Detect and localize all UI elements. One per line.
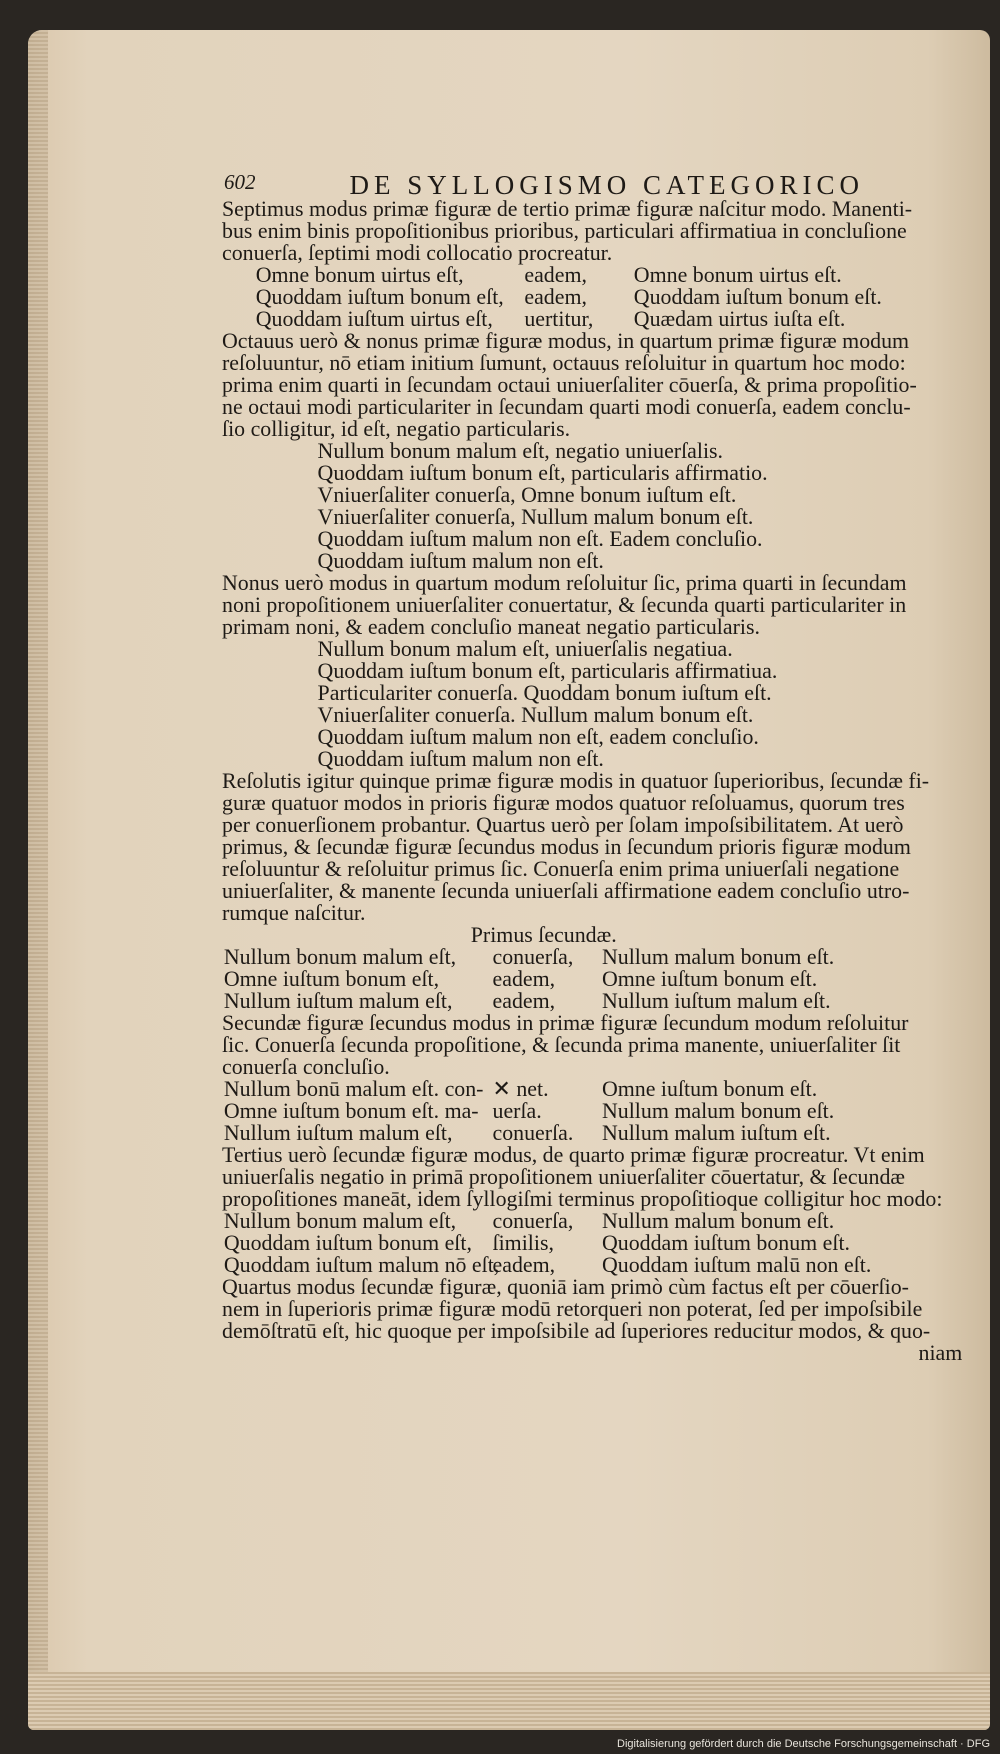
operation: uertitur,: [524, 306, 594, 331]
running-title: DE SYLLOGISMO CATEGORICO: [349, 170, 864, 200]
example-line: Nullum bonum malum eſt, uniuerſalis negatiua.: [317, 636, 733, 661]
text-line: propoſitiones maneāt, idem ſyllogiſmi terminus propoſitioque colligitur hoc modo:: [222, 1186, 943, 1211]
example-row: [224, 1232, 964, 1254]
premise: Nullum bonum malum eſt,: [223, 1208, 457, 1233]
operation: net.: [516, 1076, 549, 1101]
text-line: Quartus modus ſecundæ figuræ, quoniā iam primò cùm factus eſt per cōuerſio-: [222, 1274, 909, 1299]
example-row: [224, 286, 964, 308]
premise: Quoddam iuſtum bonum eſt,: [223, 1230, 472, 1255]
text-line: ſic. Conuerſa ſecunda propoſitione, & ſecunda prima manente, uniuerſaliter ſit: [222, 1032, 901, 1057]
cross-mark-cell: [493, 1078, 602, 1100]
example-row: [224, 308, 964, 330]
example-line: Quoddam iuſtum malum non eſt.: [317, 548, 604, 573]
example-row: [224, 968, 964, 990]
example-line: Vniuerſaliter conuerſa, Nullum malum bonum eſt.: [317, 504, 754, 529]
text-body: [222, 198, 966, 1364]
result: Quoddam iuſtum malū non eſt.: [601, 1252, 872, 1277]
operation: conuerſa,: [492, 944, 574, 969]
text-line: guræ quatuor modos in prioris figuræ modos quatuor reſoluamus, quorum tres: [222, 790, 905, 815]
catchword: niam: [918, 1340, 963, 1365]
text-line: Secundæ figuræ ſecundus modus in primæ figuræ ſecundum modum reſoluitur: [222, 1010, 909, 1035]
example-row: [224, 1100, 964, 1122]
example-line: Quoddam iuſtum malum non eſt. Eadem concluſio.: [317, 526, 763, 551]
text-line: Septimus modus primæ figuræ de tertio primæ figuræ naſcitur modo. Manenti-: [222, 196, 913, 221]
text-line: ne octaui modi particulariter in ſecundam quarti modi conuerſa, eadem conclu-: [222, 394, 911, 419]
premise: Omne bonum uirtus eſt,: [255, 262, 464, 287]
operation: uerſa.: [492, 1098, 542, 1123]
premise: Nullum bonum malum eſt,: [223, 944, 457, 969]
text-line: bus enim binis propoſitionibus prioribus, particulari affirmatiua in concluſione: [222, 218, 907, 243]
operation: eadem,: [524, 284, 587, 309]
premise: Omne iuſtum bonum eſt,: [223, 966, 440, 991]
result: Nullum malum iuſtum eſt.: [601, 1120, 831, 1145]
page-number: 602: [224, 170, 256, 194]
premise: Quoddam iuſtum uirtus eſt,: [255, 306, 493, 331]
example-row: [224, 946, 964, 968]
example-row: [224, 1254, 964, 1276]
premise: Nullum iuſtum malum eſt,: [223, 988, 453, 1013]
text-line: Nonus uerò modus in quartum modum reſoluitur ſic, prima quarti in ſecundam: [222, 570, 907, 595]
example-row: [224, 1122, 964, 1144]
example-line: Vniuerſaliter conuerſa, Omne bonum iuſtum eſt.: [317, 482, 737, 507]
operation: ſimilis,: [492, 1230, 554, 1255]
example-row: [224, 1210, 964, 1232]
text-line: uniuerſaliter, & manente ſecunda uniuerſali affirmatione eadem concluſio utro-: [222, 878, 910, 903]
text-line: per conuerſionem probantur. Quartus uerò per ſolam impoſsibilitatem. At uerò: [222, 812, 904, 837]
text-line: Octauus uerò & nonus primæ figuræ modus, in quartum primæ figuræ modum: [222, 328, 910, 353]
text-line: conuerſa concluſio.: [222, 1054, 390, 1079]
example-line: Quoddam iuſtum bonum eſt, particularis affirmatiua.: [317, 658, 778, 683]
operation: eadem,: [492, 988, 556, 1013]
text-line: noni propoſitionem uniuerſaliter conuertatur, & ſecunda quarti particulariter in: [222, 592, 907, 617]
digitization-credit: Digitalisierung gefördert durch die Deutsche Forschungsgemeinschaft · DFG: [617, 1738, 990, 1750]
text-line: rumque naſcitur.: [222, 900, 366, 925]
operation: eadem,: [524, 262, 587, 287]
example-line: Quoddam iuſtum bonum eſt, particularis affirmatio.: [317, 460, 768, 485]
example-row: [224, 990, 964, 1012]
operation: eadem,: [492, 1252, 556, 1277]
subheading: Primus ſecundæ.: [470, 922, 617, 947]
text-line: primus, & ſecundæ figuræ ſecundus modus in ſecundum prioris figuræ modum: [222, 834, 911, 859]
premise: Nullum iuſtum malum eſt,: [223, 1120, 453, 1145]
text-line: Reſolutis igitur quinque primæ figuræ modis in quatuor ſuperioribus, ſecundæ fi-: [222, 768, 930, 793]
page-bottom-edge: [28, 1672, 990, 1730]
operation: conuerſa.: [492, 1120, 574, 1145]
result: Nullum iuſtum malum eſt.: [601, 988, 831, 1013]
operation: conuerſa,: [492, 1208, 574, 1233]
text-line: demōſtratū eſt, hic quoque per impoſsibile ad ſuperiores reducitur modos, & quo-: [222, 1318, 931, 1343]
premise: Omne iuſtum bonum eſt. ma-: [223, 1098, 479, 1123]
text-line: conuerſa, ſeptimi modi collocatio procreatur.: [222, 240, 613, 265]
example-row: [224, 1078, 964, 1100]
premise: Nullum bonū malum eſt. con-: [223, 1076, 484, 1101]
result: Quoddam iuſtum bonum eſt.: [633, 284, 882, 309]
operation: eadem,: [492, 966, 556, 991]
example-row: [224, 264, 964, 286]
result: Quædam uirtus iuſta eſt.: [633, 306, 846, 331]
result: Quoddam iuſtum bonum eſt.: [601, 1230, 851, 1255]
result: Omne bonum uirtus eſt.: [633, 262, 842, 287]
result: Omne iuſtum bonum eſt.: [601, 966, 818, 991]
premise: Quoddam iuſtum malum nō eſt,: [223, 1252, 500, 1277]
result: Nullum malum bonum eſt.: [601, 1208, 835, 1233]
example-line: Nullum bonum malum eſt, negatio uniuerſalis.: [317, 438, 724, 463]
result: Nullum malum bonum eſt.: [601, 1098, 835, 1123]
result: Omne iuſtum bonum eſt.: [601, 1076, 818, 1101]
result: Nullum malum bonum eſt.: [601, 944, 835, 969]
example-line: Particulariter conuerſa. Quoddam bonum iuſtum eſt.: [317, 680, 772, 705]
text-line: uniuerſalis negatio in primā propoſitionem uniuerſaliter cōuertatur, & ſecundæ: [222, 1164, 906, 1189]
cross-icon: ✕: [492, 1076, 511, 1101]
example-line: Quoddam iuſtum malum non eſt.: [317, 746, 604, 771]
example-line: Vniuerſaliter conuerſa. Nullum malum bonum eſt.: [317, 702, 754, 727]
text-line: reſoluuntur, nō etiam initium ſumunt, octauus reſoluitur in quartum hoc modo:: [222, 350, 906, 375]
text-line: primam noni, & eadem concluſio maneat negatio particularis.: [222, 614, 760, 639]
text-line: prima enim quarti in ſecundam octaui uniuerſaliter cōuerſa, & prima propoſitio-: [222, 372, 917, 397]
example-line: Quoddam iuſtum malum non eſt, eadem concluſio.: [317, 724, 759, 749]
text-line: reſoluuntur & reſoluitur primus ſic. Conuerſa enim prima uniuerſali negatione: [222, 856, 900, 881]
text-line: ſio colligitur, id eſt, negatio particularis.: [222, 416, 571, 441]
text-line: Tertius uerò ſecundæ figuræ modus, de quarto primæ figuræ procreatur. Vt enim: [222, 1142, 925, 1167]
page-edge: [28, 30, 48, 1730]
premise: Quoddam iuſtum bonum eſt,: [255, 284, 504, 309]
text-line: nem in ſuperioris primæ figuræ modū retorqueri non poterat, ſed per impoſsibile: [222, 1296, 923, 1321]
